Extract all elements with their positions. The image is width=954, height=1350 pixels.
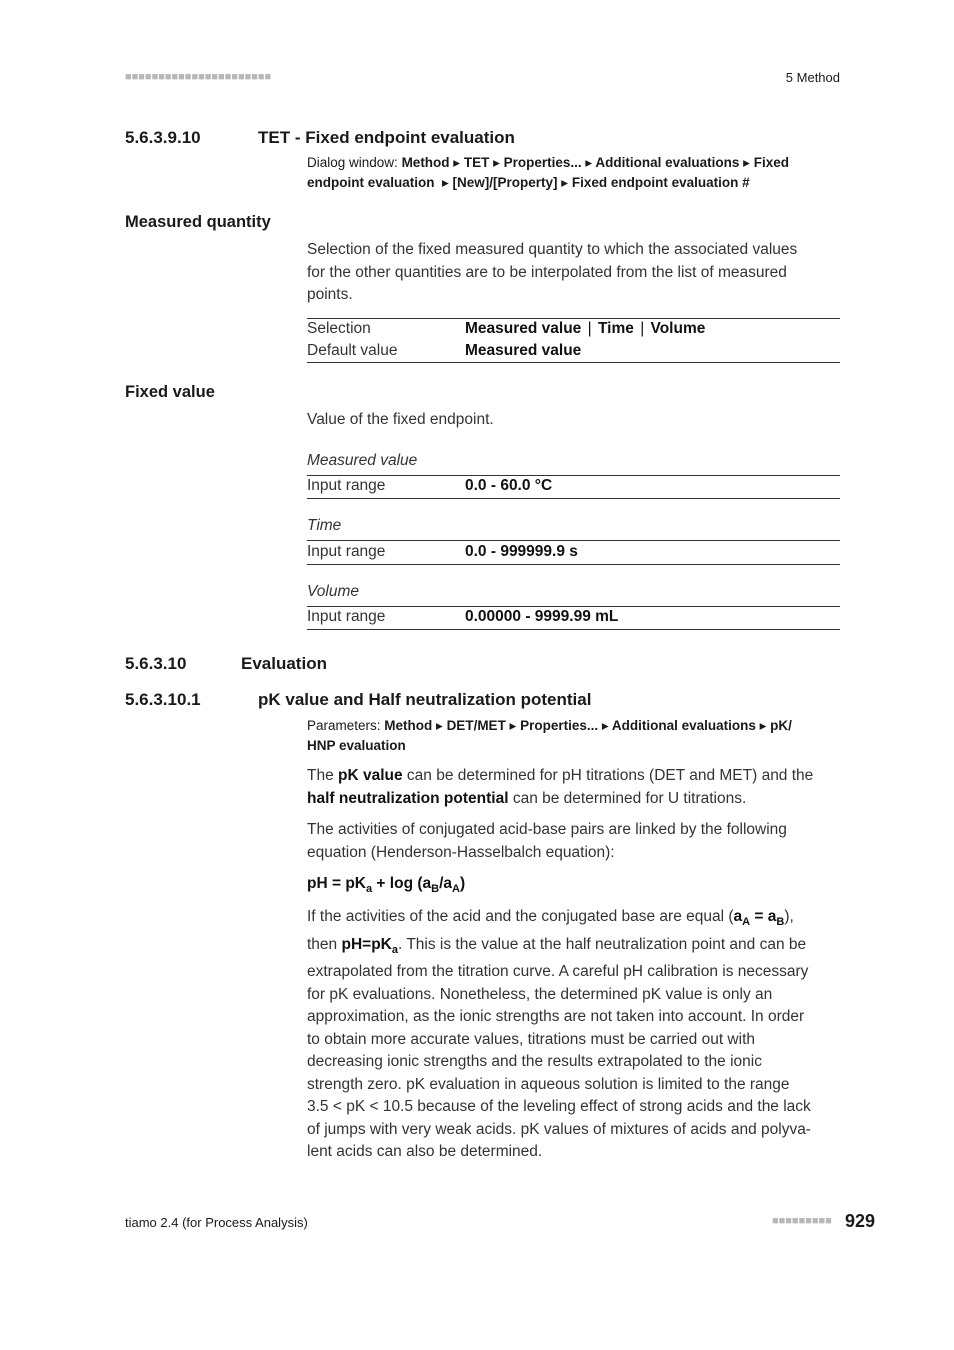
table-row <box>307 606 840 628</box>
formula-subscript: B <box>431 883 440 896</box>
dialog-path-line1: Method ▸ TET ▸ Properties... ▸ Additional evaluations ▸ Fixed <box>401 155 789 170</box>
group-label-measured-value: Measured value <box>307 452 418 469</box>
dialog-path-line2: endpoint evaluation ▸ [New]/[Property] ▸ Fixed endpoint evaluation # <box>307 175 750 190</box>
input-range-value: 0.0 - 999999.9 s <box>465 543 578 560</box>
fixed-value-heading: Fixed value <box>125 383 215 401</box>
paragraph-line: The activities of conjugated acid-base pairs are linked by the following <box>307 821 787 838</box>
paragraph-line: strength zero. pK evaluation in aqueous solution is limited to the range <box>307 1075 790 1093</box>
paragraph-line: extrapolated from the titration curve. A careful pH calibration is necessary <box>307 963 809 981</box>
parameters-path-prefix: Parameters: <box>307 718 381 733</box>
table-row <box>307 318 840 340</box>
selection-label: Selection <box>307 320 371 337</box>
paragraph-line: for pK evaluations. Nonetheless, the determined pK value is only an <box>307 985 773 1003</box>
paragraph-line: to obtain more accurate values, titrations must be carried out with <box>307 1030 755 1048</box>
subscript: B <box>776 916 785 929</box>
group-label-volume: Volume <box>307 583 359 600</box>
dialog-path <box>307 153 847 193</box>
input-range-table <box>307 541 840 563</box>
default-value: Measured value <box>465 342 582 359</box>
table-row <box>307 475 840 497</box>
text-run: then <box>307 935 342 953</box>
text-run: The <box>307 767 339 784</box>
table-rule <box>307 498 840 499</box>
footer-decoration: ■■■■■■■■■ <box>772 1215 832 1227</box>
selection-option: Time <box>597 320 634 337</box>
paragraph-line: of jumps with very weak acids. pK values of mixtures of acids and polyva- <box>307 1120 811 1138</box>
input-range-label: Input range <box>307 477 386 494</box>
group-label-time: Time <box>307 517 342 534</box>
input-range-table <box>307 475 840 497</box>
formula-subscript: A <box>452 883 460 896</box>
paragraph-line: lent acids can also be determined. <box>307 1143 543 1161</box>
default-value-label: Default value <box>307 342 398 359</box>
parameters-path-line1: Method ▸ DET/MET ▸ Properties... ▸ Additional evaluations ▸ pK/ <box>384 718 792 733</box>
dialog-path-prefix: Dialog window: <box>307 155 398 170</box>
section-title: TET - Fixed endpoint evaluation <box>258 128 515 147</box>
parameters-path-line2: HNP evaluation <box>307 738 406 753</box>
selection-option: Volume <box>650 320 706 337</box>
paragraph-line: Selection of the fixed measured quantity to which the associated values <box>307 241 798 258</box>
formula-part: + log (a <box>372 875 432 892</box>
table-row <box>307 340 840 362</box>
input-range-value: 0.0 - 60.0 °C <box>465 477 553 494</box>
table-rule <box>307 564 840 565</box>
section-number: 5.6.3.10 <box>125 654 187 673</box>
section-number: 5.6.3.9.10 <box>125 128 201 147</box>
paragraph-line: 3.5 < pK < 10.5 because of the leveling effect of strong acids and the lack <box>307 1098 811 1116</box>
subscript: A <box>742 916 751 929</box>
option-separator: | <box>640 320 645 337</box>
text-run: If the activities of the acid and the conjugated base are equal ( <box>307 908 734 925</box>
pk-explanation-paragraph <box>307 906 842 1164</box>
text-run: = a <box>750 908 777 925</box>
footer-product-name: tiamo 2.4 (for Process Analysis) <box>125 1215 308 1230</box>
section-number: 5.6.3.10.1 <box>125 690 201 709</box>
section-title: Evaluation <box>241 654 327 673</box>
text-run: ), <box>784 908 794 925</box>
table-row <box>307 541 840 563</box>
paragraph-line: points. <box>307 286 353 303</box>
text-run: a <box>733 908 743 925</box>
text-run: . This is the value at the half neutralization point and can be <box>397 935 807 953</box>
formula-part: pH = pK <box>307 875 366 892</box>
paragraph-line: equation (Henderson-Hasselbalch equation): <box>307 843 615 861</box>
measured-quantity-table <box>307 318 840 362</box>
input-range-label: Input range <box>307 608 386 625</box>
selection-option: Measured value <box>465 320 582 337</box>
chapter-label: 5 Method <box>785 70 840 85</box>
input-range-value: 0.00000 - 9999.99 mL <box>465 608 619 625</box>
table-rule <box>307 629 840 630</box>
option-separator: | <box>587 320 592 337</box>
term-half-neutralization-potential: half neutralization potential <box>307 789 509 807</box>
fixed-value-description: Value of the fixed endpoint. <box>307 411 494 428</box>
text-run: can be determined for pH titrations (DET and MET) and the <box>402 767 814 784</box>
formula-part: /a <box>439 875 453 892</box>
parameters-path <box>307 716 847 756</box>
input-range-label: Input range <box>307 543 386 560</box>
input-range-table <box>307 606 840 628</box>
pk-intro-paragraph <box>307 765 842 810</box>
page-number: 929 <box>845 1211 876 1231</box>
formula-part: ) <box>459 875 466 892</box>
measured-quantity-heading: Measured quantity <box>125 213 271 231</box>
measured-quantity-description <box>307 239 842 307</box>
text-run: pH=pK <box>341 935 392 953</box>
henderson-hasselbalch-formula <box>307 875 465 895</box>
subscript: a <box>391 943 398 956</box>
equation-intro-paragraph <box>307 819 842 864</box>
formula-subscript: a <box>366 883 373 896</box>
paragraph-line: for the other quantities are to be interpolated from the list of measured <box>307 263 787 281</box>
text-run: can be determined for U titrations. <box>508 789 747 807</box>
paragraph-line: approximation, as the ionic strengths are not taken into account. In order <box>307 1008 805 1026</box>
section-title: pK value and Half neutralization potential <box>258 690 592 709</box>
table-rule <box>307 362 840 363</box>
selection-values <box>465 318 705 340</box>
header-decoration: ■■■■■■■■■■■■■■■■■■■■■■ <box>125 71 272 83</box>
paragraph-line: decreasing ionic strengths and the results extrapolated to the ionic <box>307 1053 762 1071</box>
term-pk-value: pK value <box>338 767 403 784</box>
